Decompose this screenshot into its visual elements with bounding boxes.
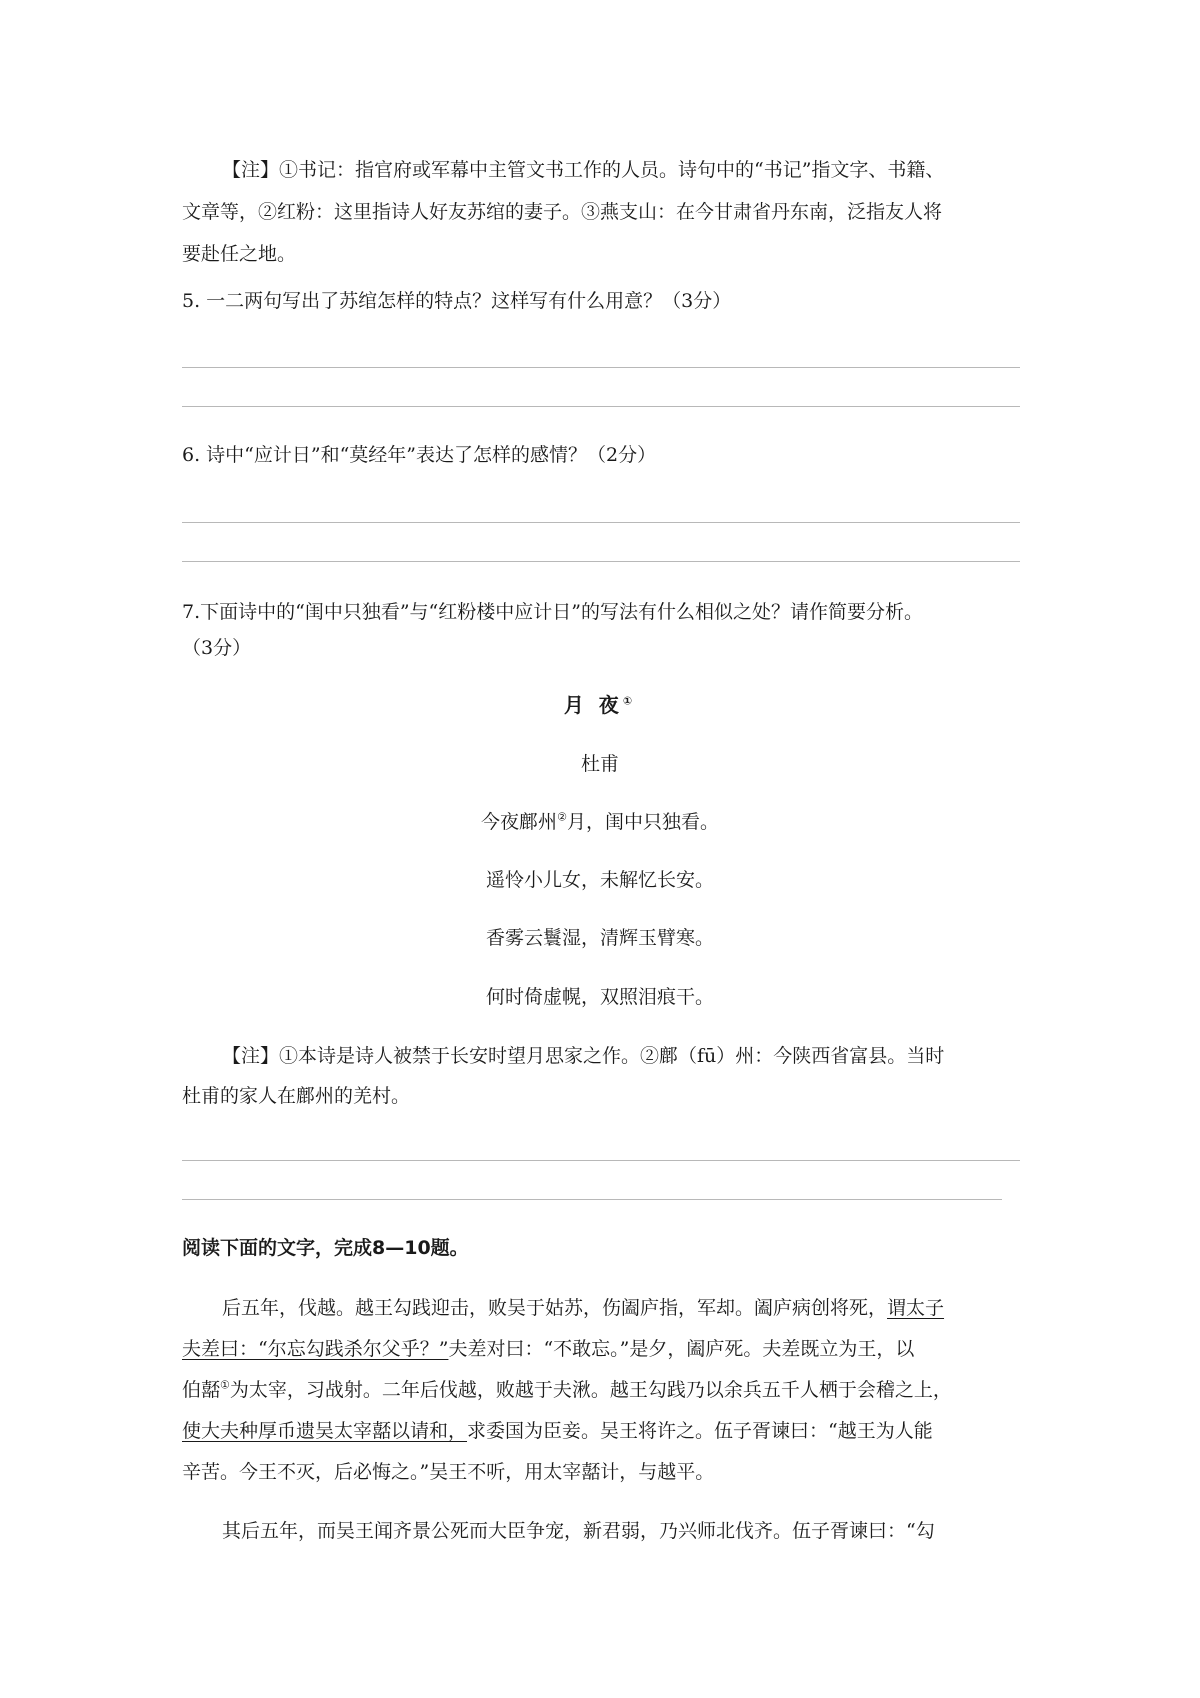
passage-line: 夫差曰：“尔忘勾践杀尔父乎？”夫差对曰：“不敢忘。”是夕，阖庐死。夫差既立为王，以 [182,1338,915,1360]
answer-line [182,406,1020,407]
passage-line: 后五年，伐越。越王勾践迎击，败吴于姑苏，伤阖庐指，军却。阖庐病创将死，谓太子 [222,1297,945,1319]
footnote-mark: ① [622,694,637,708]
passage-line: 伯嚭①为太宰，习战射。二年后伐越，败越于夫湫。越王勾践乃以余兵五千人栖于会稽之上， [182,1378,952,1401]
underlined-text: 使大夫种厚币遗吴太宰嚭以请和， [182,1420,468,1442]
answer-line [182,367,1020,368]
poem-line: 遥怜小儿女，未解忆长安。 [485,869,714,891]
question-6: 6. 诗中“应计日”和“莫经年”表达了怎样的感情？（2分） [182,444,657,466]
footnote-mark: ① [220,1378,230,1392]
question-7: 7.下面诗中的“闺中只独看”与“红粉楼中应计日”的写法有什么相似之处？请作简要分析。 [182,601,923,623]
poem-line: 香雾云鬟湿，清辉玉臂寒。 [485,927,714,949]
underlined-text: 夫差曰：“尔忘勾践杀尔父乎？” [182,1338,449,1360]
poem-title: 月 夜① [563,693,637,717]
passage-line: 辛苦。今王不灭，后必悔之。”吴王不听，用太宰嚭计，与越平。 [182,1461,715,1483]
note-line: 要赴任之地。 [182,243,297,265]
answer-line [182,1160,1020,1161]
note-line: 【注】①书记：指官府或军幕中主管文书工作的人员。诗句中的“书记”指文字、书籍、 [222,159,945,181]
underlined-text: 谓太子 [887,1297,945,1319]
note-line: 文章等，②红粉：这里指诗人好友苏绾的妻子。③燕支山：在今甘肃省丹东南，泛指友人将 [182,201,943,223]
poem-author: 杜甫 [580,753,619,775]
question-7-score: （3分） [182,637,252,659]
answer-line [182,522,1020,523]
note-line: 杜甫的家人在鄜州的羌村。 [182,1085,411,1107]
passage-line: 使大夫种厚币遗吴太宰嚭以请和，求委国为臣妾。吴王将许之。伍子胥谏曰：“越王为人能 [182,1420,933,1442]
poem-line: 何时倚虚幌，双照泪痕干。 [485,986,714,1008]
poem-line: 今夜鄜州②月，闺中只独看。 [481,810,719,833]
footnote-mark: ② [557,810,567,824]
answer-line [182,561,1020,562]
question-5: 5. 一二两句写出了苏绾怎样的特点？这样写有什么用意？（3分） [182,290,732,312]
note-line: 【注】①本诗是诗人被禁于长安时望月思家之作。②鄜（fū）州：今陕西省富县。当时 [222,1045,945,1067]
section-heading: 阅读下面的文字，完成8—10题。 [182,1237,469,1259]
passage-line: 其后五年，而吴王闻齐景公死而大臣争宠，新君弱，乃兴师北伐齐。伍子胥谏曰：“勾 [222,1520,935,1542]
answer-line [182,1199,1002,1200]
